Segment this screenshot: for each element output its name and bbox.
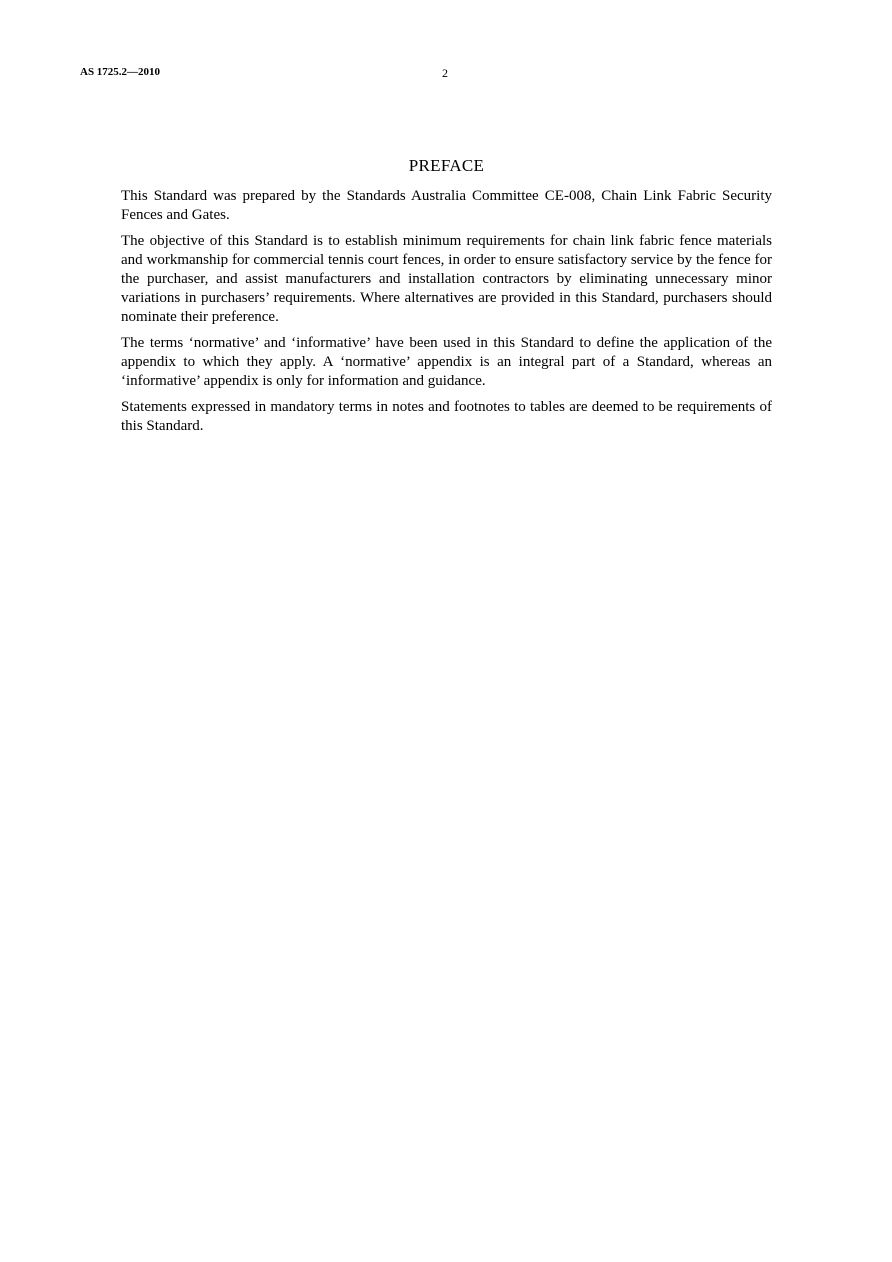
- page-number: 2: [442, 66, 448, 80]
- section-title: PREFACE: [408, 156, 485, 175]
- paragraph: This Standard was prepared by the Standards Australia Committee CE-008, Chain Link Fabric Security Fences and Gates.: [121, 188, 772, 223]
- page-header: [80, 66, 812, 84]
- paragraph: The objective of this Standard is to establish minimum requirements for chain link fabric fence materials and workmanship for commercial tennis court fences, in order to ensure satisfactory service by the fence for the purchaser, and assist manufacturers and installation contractors by eliminating unnecessary minor variations in purchasers’ requirements. Where alternatives are provided in this Standard, purchasers should nominate their preference.: [121, 233, 772, 325]
- preface-section: [121, 156, 772, 443]
- paragraph: Statements expressed in mandatory terms in notes and footnotes to tables are deemed to be requirements of this Standard.: [121, 399, 772, 434]
- paragraph: The terms ‘normative’ and ‘informative’ have been used in this Standard to define the application of the appendix to which they apply. A ‘normative’ appendix is an integral part of a Standard, whereas an ‘informative’ appendix is only for information and guidance.: [121, 335, 772, 389]
- document-id: AS 1725.2—2010: [80, 66, 161, 78]
